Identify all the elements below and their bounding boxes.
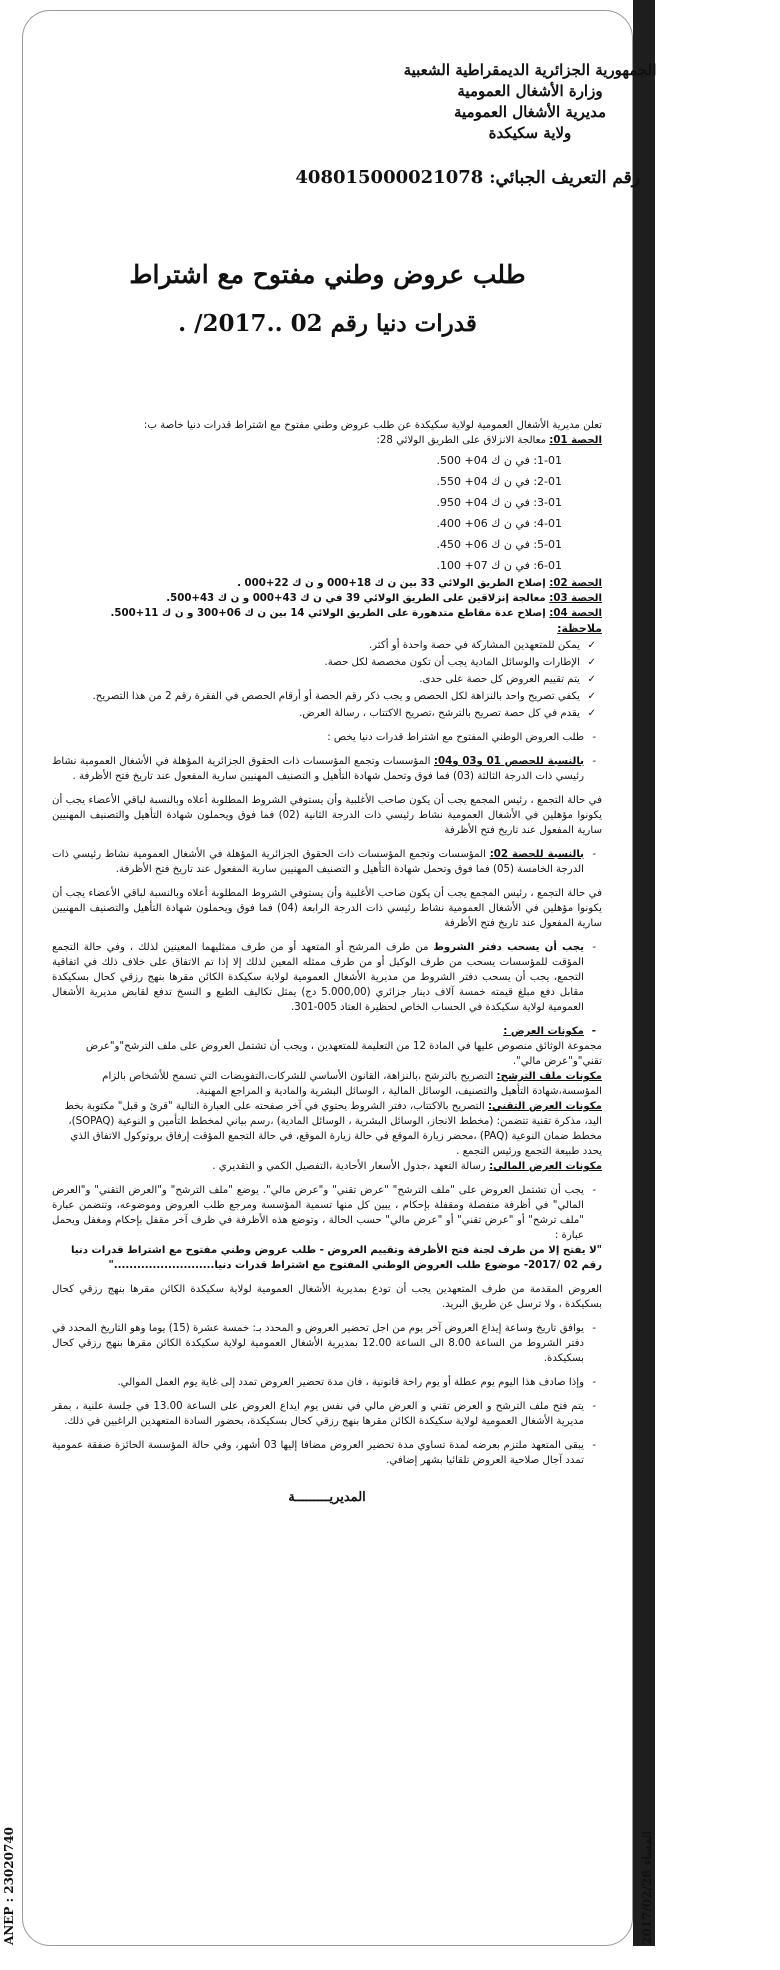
eligibility-intro: - طلب العروض الوطني المفتوح مع اشتراط قدرات دنيا يخص : <box>52 730 602 745</box>
newspaper-date-stamp: المساء 2017/02/28 <box>640 1831 654 1945</box>
eligibility-lots-1-3-4: - بالنسبة للحصص 01 و03 و04: المؤسسات وتجمع المؤسسات ذات الحقوق الجزائرية المؤهلة في الأشغال العمومية نشاط رئيسي ذات الدرجة الثالثة (03) فما فوق وتحمل شهادة التأهيل و التصنيف المهنيين سارية المفعول عند تاريخ فتح الأظرفة . <box>52 754 602 784</box>
deadline-paragraph: - يوافق تاريخ وساعة إيداع العروض آخر يوم من اجل تحضير العروض و المحدد بـ: خمسة عشرة (15) يوما وهو التاريخ المحدد في دفتر الشروط من الساعة 8.00 الى الساعة 12.00 بمديرية الأشغال العمومية لولاية سكيكدة الكائن مقرها بنهج رزقي كحال بسكيكدة. <box>52 1321 602 1366</box>
envelope-label: "لا يفتح إلا من طرف لجنة فتح الأظرفة وتقييم العروض - طلب عروض وطني مفتوح مع اشتراط قدرات دنيا رقم 02 /2017- موضوع طلب العروض الوطني المفتوح مع اشتراط قدرات دنيا.........................." <box>70 1245 602 1271</box>
validity-paragraph: - يبقى المتعهد ملتزم بعرضه لمدة تساوي مدة تحضير العروض مضافا إليها 03 أشهر، وفي حالة المؤسسة الحائزة صفقة عمومية تمدد آجال صلاحية العروض تلقائيا بشهر إضافي. <box>52 1438 602 1468</box>
group-rule-2: في حالة التجمع ، رئيس المجمع يجب أن يكون صاحب الأغلبية وأن يستوفي الشروط المطلوبة أعلاه وبالنسبة لباقي الأعضاء يجب أن يكونوا مؤهلين في الأشغال العمومية نشاط رئيسي ذات الدرجة الرابعة (04) فما فوق ويحملون شهادة التأهيل والتصنيف المهنيين سارية المفعول عند تاريخ فتح الأظرفة <box>52 888 602 929</box>
specs-withdrawal: - يجب أن يسحب دفتر الشروط من طرف المرشح أو المتعهد أو من طرف ممثليهما المعينين لذلك ، وفي حالة التجمع المؤقت للمؤسسات يسحب من طرف الوكيل أو من طرف ممثله المعين لذلك إلا إذا تم الاتفاق على خلاف ذلك في اتفاقية التجمع، يجب أن يسحب دفتر الشروط من مديرية الأشغال العمومية لولاية سكيكدة الكائن مقرها بنهج رزقي كحال بسكيكدة مقابل دفع مبلغ قيمته خمسة آلاف دينار جزائري (5.000,00 دج) يمثل تكاليف الطبع و النسخ تدفع لقابض مديرية الأشغال العمومية لولاية سكيكدة في الحساب الخاص لحظيرة العتاد 005-301. <box>52 940 602 1015</box>
ministry-name: وزارة الأشغال العمومية <box>457 82 603 100</box>
tax-id-label: رقم التعريف الجبائي: <box>489 168 640 188</box>
lot-1-items <box>52 450 602 576</box>
lot-item: 4-01: في ن ك 06+ 400. <box>436 517 562 530</box>
group-rule-1: في حالة التجمع ، رئيس المجمع يجب أن يكون صاحب الأغلبية وأن يستوفي الشروط المطلوبة أعلاه وبالنسبة لباقي الأعضاء يجب أن يكونوا مؤهلين في الأشغال العمومية نشاط رئيسي ذات الدرجة الثانية (02) فما فوق ويحملون شهادة التأهيل والتصنيف المهنيين سارية المفعول عند تاريخ فتح الأظرفة <box>52 795 602 836</box>
note-item: ✓ الإطارات والوسائل المادية يجب أن تكون مخصصة لكل حصة. <box>52 655 602 670</box>
lot-3: الحصة 03: معالجة إنزلاقين على الطريق الولائي 39 في ن ك 43+000 و ن ك 43+500. <box>166 593 602 604</box>
page-edge-band <box>633 0 655 1946</box>
technical-offer: مكونات العرض التقني: التصريح بالاكتتاب، دفتر الشروط يحتوي في آخر صفحته على العبارة التالية "قرئ و قبل" مكتوبة بخط اليد، مذكرة تقنية تتضمن: (مخطط الانجاز، الوسائل البشرية ، الوسائل المادية) ،رسم بياني لمخطط التأمين و النوعية (SOPAQ)، مخطط ضمان النوعية (PAQ) ،محضر زيارة الموقع في حالة زيارة الموقع، في حالة التجمع المؤقت إرفاق بروتوكول الاتفاق الذي يحدد طبيعة التجمع ورئيس التجمع . <box>64 1101 602 1157</box>
province-name: ولاية سكيكدة <box>488 124 572 142</box>
lot-item: 3-01: في ن ك 04+ 950. <box>436 496 562 509</box>
envelopes-paragraph: - يجب أن تشتمل العروض على "ملف الترشح" "عرض تقني" و"عرض مالي". يوضع "ملف الترشح" و"العرض التقني" و"العرض المالي" في أظرفة منفصلة ومقفلة بإحكام ، يبين كل منها تسمية المؤسسة ومرجع طلب العروض وموضوعه، وتتضمن عبارة "ملف ترشح" أو "عرض تقني" أو "عرض مالي" حسب الحالة ، وتوضع هذه الأظرفة في ظرف آخر مقفل بإحكام ومغفل ويحمل عبارة : <box>52 1183 602 1243</box>
note-item: ✓ يتم تقييم العروض كل حصة على حدى. <box>52 672 602 687</box>
tender-number: قدرات دنيا رقم 02 ..2017/ . <box>178 310 477 337</box>
holiday-paragraph: - وإذا صادف هذا اليوم يوم عطلة أو يوم راحة قانونية ، فان مدة تحضير العروض تمدد إلى غاية يوم العمل الموالي. <box>52 1375 602 1390</box>
republic-name: الجمهورية الجزائرية الديمقراطية الشعبية <box>403 61 657 79</box>
deposit-paragraph: العروض المقدمة من طرف المتعهدين يجب أن تودع بمديرية الأشغال العمومية لولاية سكيكدة الكائن مقرها بنهج رزقي كحال بسكيكدة ، ولا ترسل عن طريق البريد. <box>52 1284 602 1310</box>
lot-item: 5-01: في ن ك 06+ 450. <box>436 538 562 551</box>
tax-id-value: 408015000021078 <box>295 167 484 188</box>
intro-paragraph: تعلن مديرية الأشغال العمومية لولاية سكيكدة عن طلب عروض وطني مفتوح مع اشتراط قدرات دنيا خاصة ب: <box>143 420 602 431</box>
note-item: ✓ يكفي تصريح واحد بالنزاهة لكل الحصص و يجب ذكر رقم الحصة أو أرقام الحصص في الفقرة رقم 2 من هذا التصريح. <box>52 689 602 704</box>
eligibility-lot-2: - بالنسبة للحصة 02: المؤسسات وتجمع المؤسسات ذات الحقوق الجزائرية المؤهلة في الأشغال العمومية نشاط رئيسي ذات الدرجة الخامسة (05) فما فوق وتحمل شهادة التأهيل و التصنيف المهنيين سارية المفعول عند تاريخ فتح الأظرفة. <box>52 847 602 877</box>
directorate-name: مديرية الأشغال العمومية <box>453 103 606 121</box>
offer-components-intro: مجموعة الوثائق منصوص عليها في المادة 12 من التعليمة للمتعهدين ، ويجب أن تشتمل العروض على ملف الترشح"و"عرض تقني"و"عرض مالي". <box>85 1041 602 1067</box>
announcement-body <box>52 418 602 1505</box>
tender-title: طلب عروض وطني مفتوح مع اشتراط <box>129 260 526 289</box>
application-file: مكونات ملف الترشح: التصريح بالترشح ،بالنزاهة، القانون الأساسي للشركات،التفويضات التي تسمح للأشخاص بالزام المؤسسة،شهادة التأهيل والتصنيف، الوسائل المالية ، الوسائل البشرية والمادية و المراجع المهنية. <box>102 1071 602 1097</box>
lot-4: الحصة 04: إصلاح عدة مقاطع متدهورة على الطريق الولائي 14 بين ن ك 06+300 و ن ك 11+500. <box>110 608 602 619</box>
director-signature: المديريـــــــــة <box>288 1490 366 1505</box>
right-margin <box>655 0 780 1970</box>
lot-item: 1-01: في ن ك 04+ 500. <box>436 454 562 467</box>
opening-paragraph: - يتم فتح ملف الترشح و العرض تقني و العرض مالي في نفس يوم ايداع العروض على الساعة 13.00 في جلسة علنية ، بمقر مديرية الأشغال العمومية لولاية سكيكدة الكائن مقرها بنهج رزقي كحال بسكيكدة، بحضور السادة المتعهدين الراغبين في ذلك. <box>52 1399 602 1429</box>
tax-id <box>295 167 640 188</box>
note-item: ✓ يمكن للمتعهدين المشاركة في حصة واحدة أو أكثر. <box>52 638 602 653</box>
lot-item: 6-01: في ن ك 07+ 100. <box>436 559 562 572</box>
notes-heading: ملاحظة: <box>557 622 602 635</box>
offer-components-heading: - مكونات العرض : <box>52 1024 602 1039</box>
issuer-header <box>320 60 740 144</box>
note-item: ✓ يقدم في كل حصة تصريح بالترشح ،تصريح الاكتتاب ، رسالة العرض. <box>52 706 602 721</box>
lot-2: الحصة 02: إصلاح الطريق الولائي 33 بين ن ك 18+000 و ن ك 22+000 . <box>237 578 602 589</box>
lot-item: 2-01: في ن ك 04+ 550. <box>436 475 562 488</box>
notes-list <box>52 638 602 721</box>
left-margin <box>0 0 22 1970</box>
anep-code: ANEP : 23020740 <box>2 1826 16 1945</box>
financial-offer: مكونات العرض المالي: رسالة التعهد ،جدول الأسعار الأحادية ،التفصيل الكمي و التقديري . <box>212 1161 602 1172</box>
lot-1-heading: الحصة 01: معالجة الانزلاق على الطريق الولائي 28: <box>376 435 602 446</box>
